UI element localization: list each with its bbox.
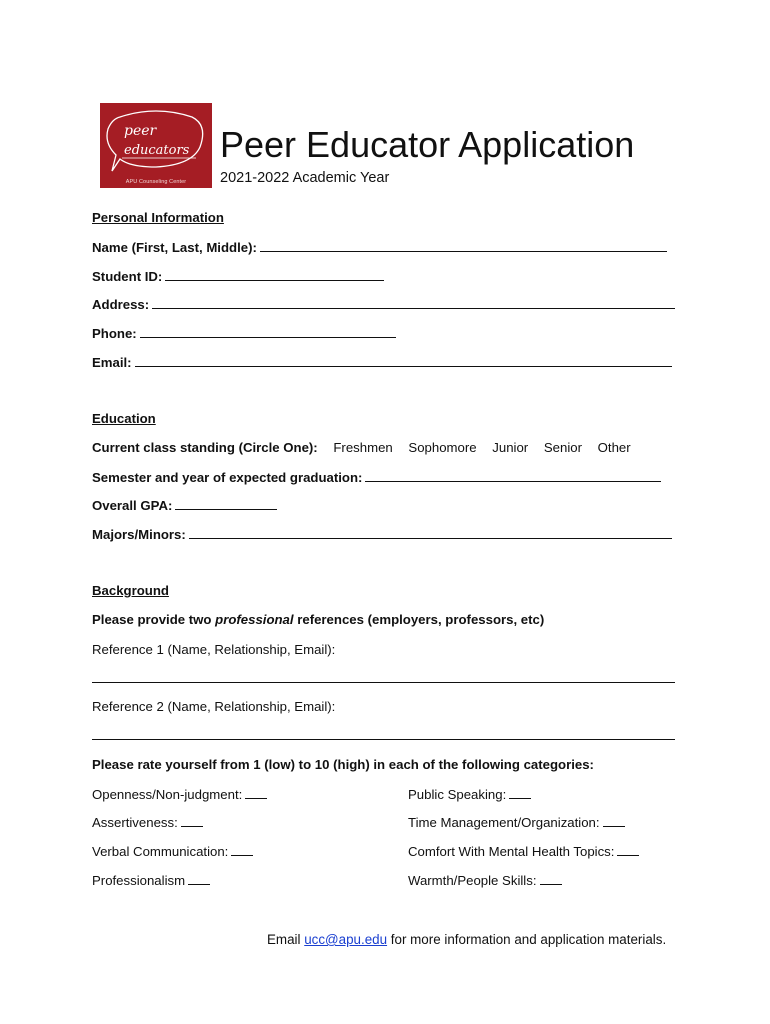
rating-warmth-people-skills-label: Warmth/People Skills:	[408, 873, 537, 888]
reference-2-row	[92, 727, 675, 744]
rating-openness-field[interactable]	[245, 786, 267, 799]
name-field[interactable]	[260, 239, 667, 252]
section-heading-background: Background	[92, 583, 169, 598]
address-label: Address:	[92, 297, 150, 312]
graduation-row	[92, 469, 661, 486]
reference-1-row	[92, 670, 675, 687]
standing-option-freshmen[interactable]: Freshmen	[333, 440, 393, 455]
address-row	[92, 296, 675, 313]
phone-field[interactable]	[140, 325, 396, 338]
rating-time-management-label: Time Management/Organization:	[408, 815, 600, 830]
name-label: Name (First, Last, Middle):	[92, 240, 257, 255]
reference-2-field[interactable]	[92, 727, 675, 740]
references-prompt-prefix: Please provide two	[92, 612, 212, 627]
rating-verbal-communication-label: Verbal Communication:	[92, 844, 229, 859]
rating-time-management	[408, 814, 625, 831]
graduation-label: Semester and year of expected graduation:	[92, 470, 363, 485]
footer-prefix: Email	[267, 932, 301, 947]
speech-bubble-icon	[100, 103, 212, 188]
class-standing-row	[92, 440, 631, 456]
rating-professionalism-label: Professionalism	[92, 873, 186, 888]
section-heading-personal: Personal Information	[92, 210, 224, 225]
rating-public-speaking-field[interactable]	[509, 786, 531, 799]
student-id-label: Student ID:	[92, 269, 163, 284]
rating-professionalism	[92, 872, 210, 889]
reference-2-label: Reference 2 (Name, Relationship, Email):	[92, 699, 336, 714]
gpa-label: Overall GPA:	[92, 498, 173, 513]
phone-row	[92, 325, 396, 342]
logo-caption: APU Counseling Center	[125, 179, 187, 185]
graduation-field[interactable]	[365, 469, 661, 482]
class-standing-label: Current class standing (Circle One):	[92, 440, 318, 455]
footer-suffix: for more information and application materials.	[390, 932, 667, 947]
student-id-field[interactable]	[165, 268, 384, 281]
rating-prompt: Please rate yourself from 1 (low) to 10 (high) in each of the following categories:	[92, 757, 594, 772]
page-subtitle: 2021-2022 Academic Year	[220, 170, 390, 186]
reference-1-label: Reference 1 (Name, Relationship, Email):	[92, 642, 336, 657]
page-title: Peer Educator Application	[220, 124, 635, 165]
student-id-row	[92, 268, 384, 285]
rating-time-management-field[interactable]	[603, 814, 625, 827]
majors-row	[92, 526, 672, 543]
rating-openness-label: Openness/Non-judgment:	[92, 787, 243, 802]
rating-assertiveness-label: Assertiveness:	[92, 815, 178, 830]
logo-word-peer: peer	[124, 123, 157, 139]
contact-email-link[interactable]: ucc@apu.edu	[304, 932, 388, 947]
references-prompt-emphasis: professional	[215, 612, 294, 627]
rating-mental-health-comfort-field[interactable]	[617, 843, 639, 856]
rating-warmth-people-skills	[408, 872, 562, 889]
rating-assertiveness-field[interactable]	[181, 814, 203, 827]
gpa-field[interactable]	[175, 497, 277, 510]
rating-warmth-people-skills-field[interactable]	[540, 872, 562, 885]
name-row	[92, 239, 667, 256]
gpa-row	[92, 497, 277, 514]
email-row	[92, 354, 672, 371]
standing-option-sophomore[interactable]: Sophomore	[408, 440, 477, 455]
rating-openness	[92, 786, 267, 803]
rating-professionalism-field[interactable]	[188, 872, 210, 885]
phone-label: Phone:	[92, 326, 137, 341]
email-field[interactable]	[135, 354, 672, 367]
reference-1-field[interactable]	[92, 670, 675, 683]
rating-public-speaking-label: Public Speaking:	[408, 787, 507, 802]
rating-assertiveness	[92, 814, 203, 831]
rating-mental-health-comfort	[408, 843, 639, 860]
rating-verbal-communication-field[interactable]	[231, 843, 253, 856]
rating-public-speaking	[408, 786, 531, 803]
footer-note	[267, 932, 666, 947]
references-prompt	[92, 612, 544, 628]
standing-option-senior[interactable]: Senior	[543, 440, 582, 455]
standing-option-other[interactable]: Other	[597, 440, 631, 455]
majors-field[interactable]	[189, 526, 672, 539]
email-label: Email:	[92, 355, 132, 370]
section-heading-education: Education	[92, 411, 156, 426]
peer-educators-logo	[100, 103, 212, 188]
address-field[interactable]	[152, 296, 675, 309]
rating-verbal-communication	[92, 843, 253, 860]
logo-word-educators: educators	[124, 143, 190, 158]
references-prompt-suffix: references (employers, professors, etc)	[297, 612, 545, 627]
rating-mental-health-comfort-label: Comfort With Mental Health Topics:	[408, 844, 615, 859]
majors-label: Majors/Minors:	[92, 527, 186, 542]
standing-option-junior[interactable]: Junior	[492, 440, 529, 455]
